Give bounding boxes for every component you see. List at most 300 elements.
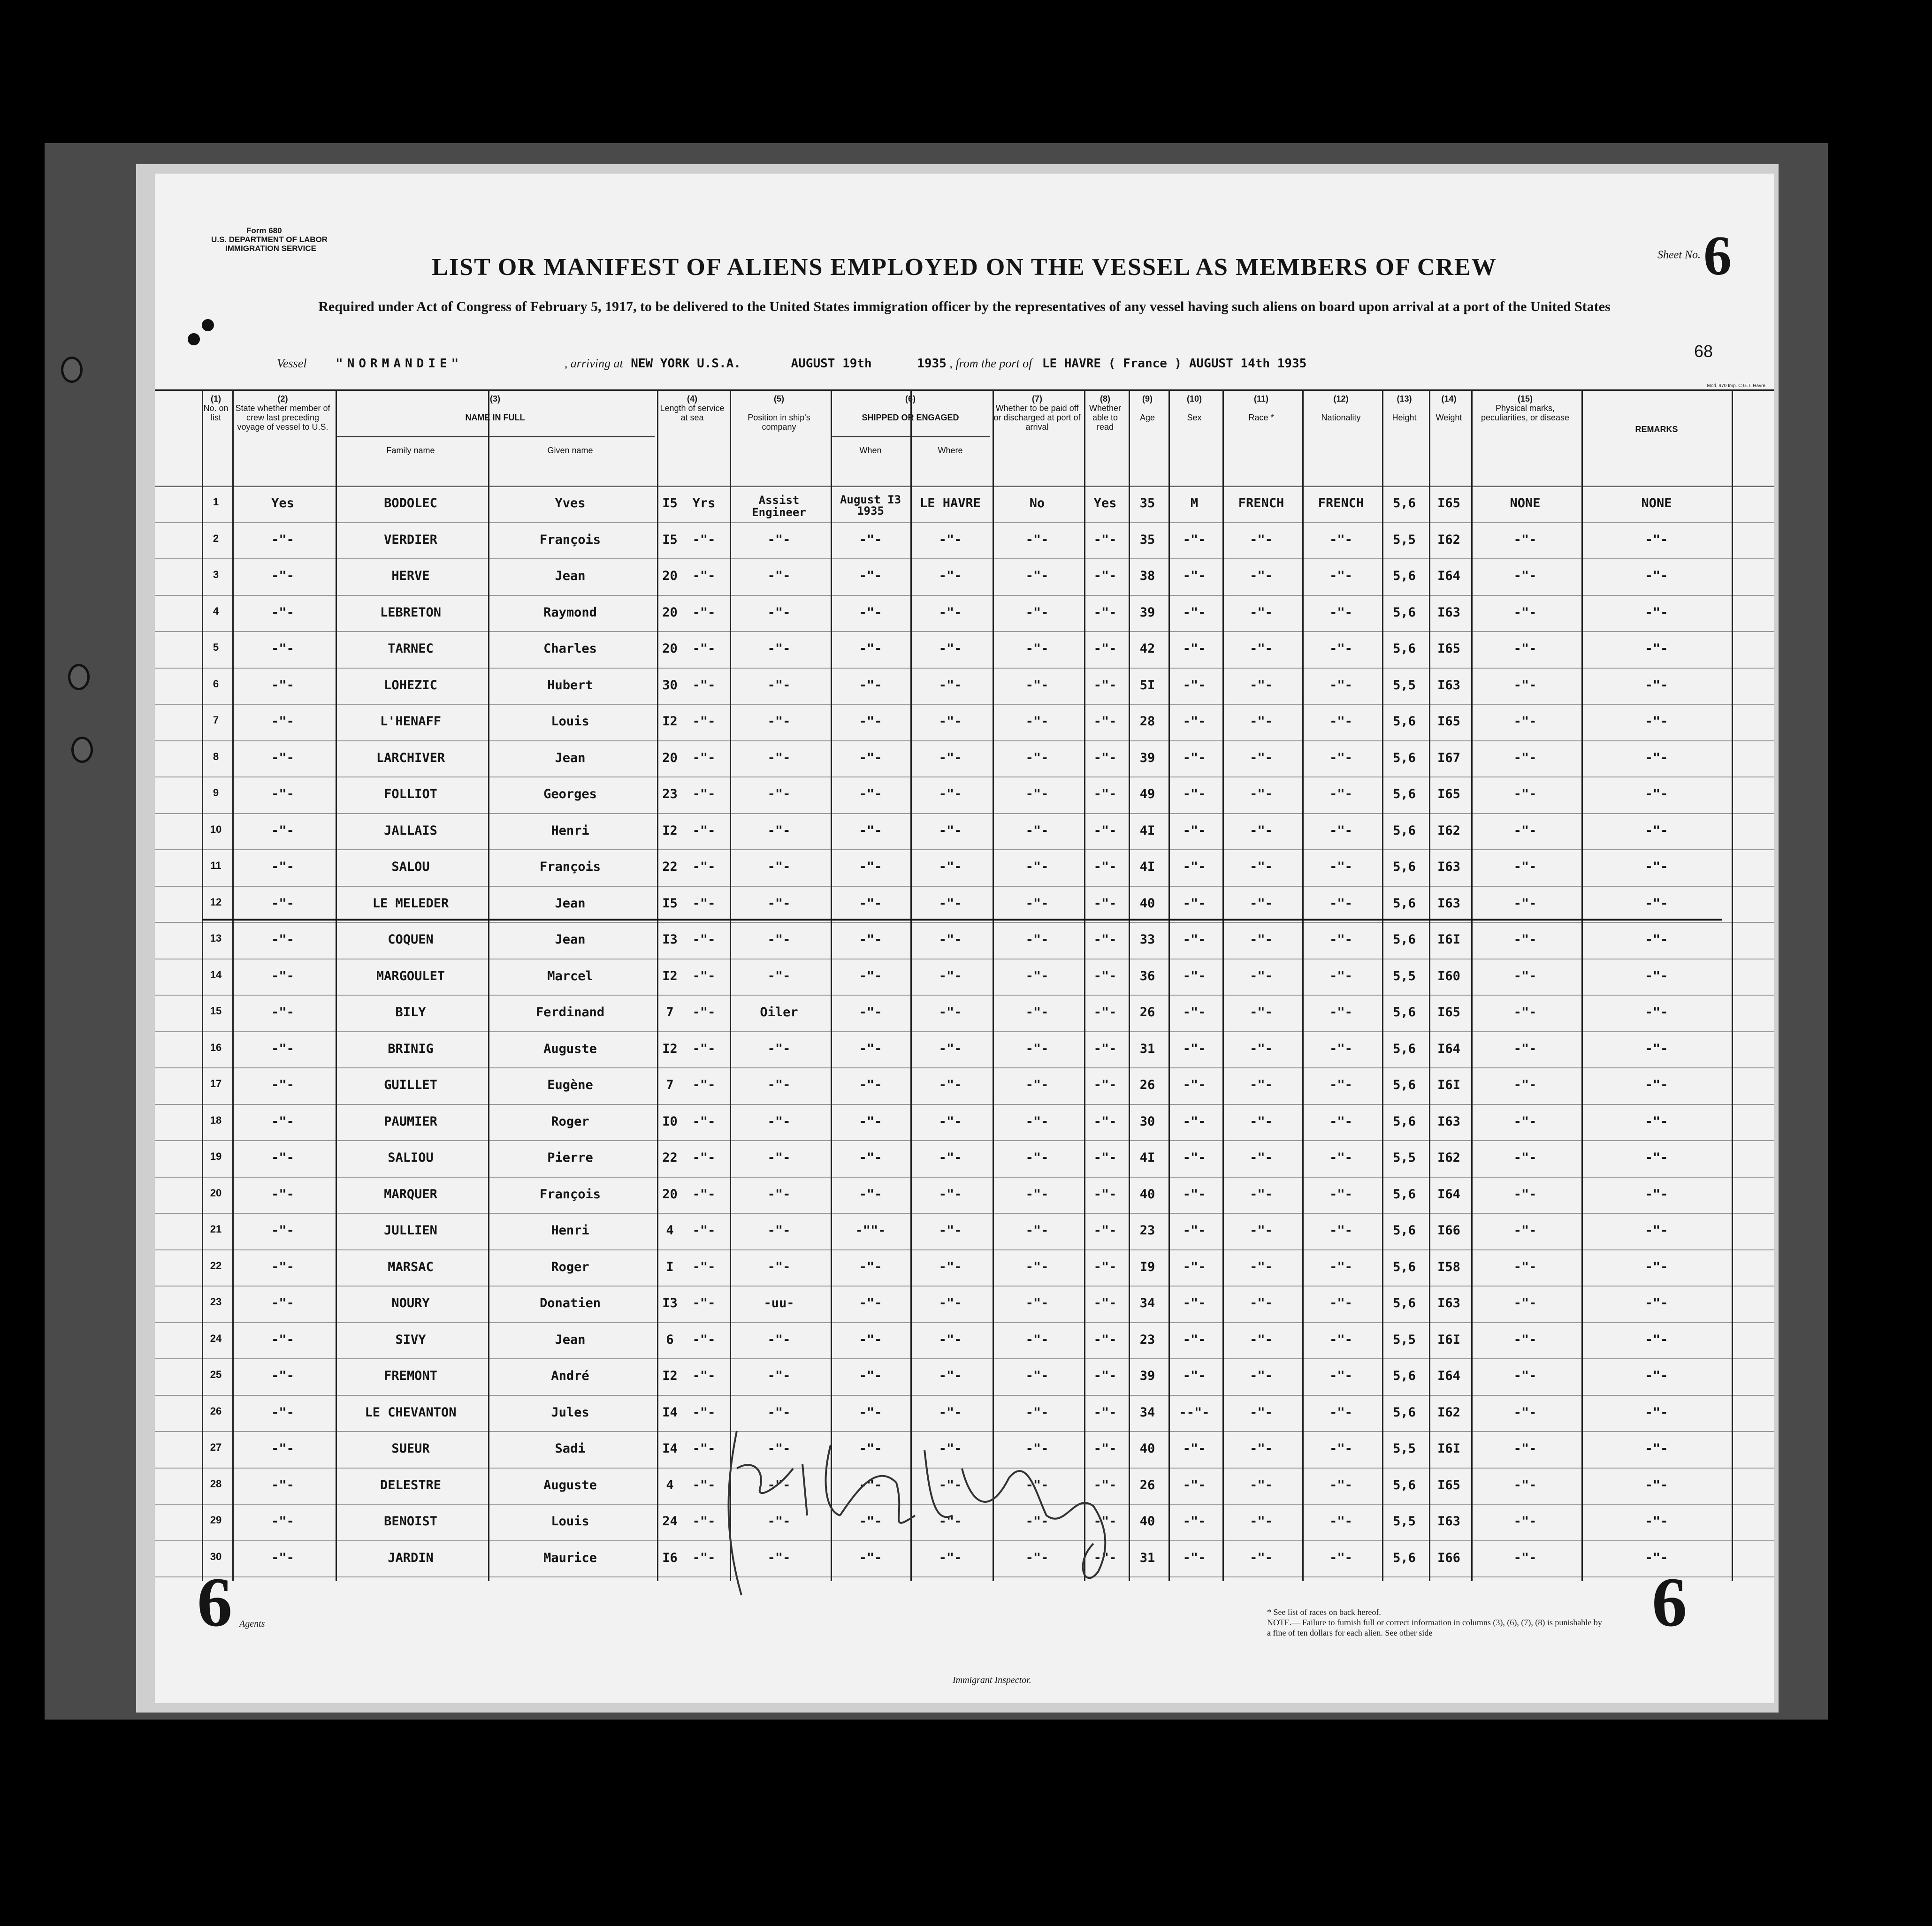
cell-weight: I63 [1437, 1514, 1460, 1529]
cell-sex: -"- [1183, 1441, 1206, 1456]
cell-marks: -"- [1513, 968, 1537, 983]
cell-height: 5,6 [1393, 1223, 1416, 1238]
cell-remarks: -"- [1645, 968, 1668, 983]
table-row [155, 1296, 1774, 1315]
cell-nationality: -"- [1329, 641, 1352, 656]
cell-position: -uu- [764, 1296, 794, 1310]
cell-position: -"- [767, 823, 791, 838]
cell-position: -"- [767, 750, 791, 765]
cell-given: Roger [551, 1114, 589, 1129]
cell-remarks: -"- [1645, 823, 1668, 838]
cell-marks: -"- [1513, 1477, 1537, 1492]
cell-family: FOLLIOT [384, 787, 437, 801]
cell-svc_unit: -"- [692, 1550, 716, 1565]
cell-nationality: -"- [1329, 1041, 1352, 1056]
table-row [155, 569, 1774, 587]
row-rule [155, 1031, 1774, 1032]
table-row [155, 1332, 1774, 1351]
cell-paid: -"- [1025, 750, 1049, 765]
cell-prev: -"- [271, 1223, 294, 1238]
cell-where: -"- [939, 1332, 962, 1347]
cell-no: 26 [210, 1405, 222, 1417]
cell-when: -"- [859, 787, 882, 801]
cell-prev: -"- [271, 1405, 294, 1420]
cell-age: 4I [1139, 860, 1155, 874]
cell-weight: I65 [1437, 641, 1460, 656]
cell-no: 5 [213, 641, 219, 653]
cell-family: VERDIER [384, 532, 437, 547]
cell-given: François [539, 1187, 601, 1202]
cell-svc_unit: -"- [692, 1405, 716, 1420]
cell-prev: -"- [271, 532, 294, 547]
cell-height: 5,6 [1393, 1005, 1416, 1020]
cell-svc_unit: -"- [692, 1259, 716, 1274]
cell-read: -"- [1093, 1477, 1117, 1492]
cell-paid: -"- [1025, 968, 1049, 983]
cell-paid: -"- [1025, 1441, 1049, 1456]
cell-marks: -"- [1513, 678, 1537, 693]
cell-race: -"- [1250, 1477, 1273, 1492]
cell-prev: Yes [271, 496, 294, 510]
cell-no: 4 [213, 605, 219, 617]
cell-when: -"- [859, 714, 882, 729]
cell-where: -"- [939, 1441, 962, 1456]
cell-nationality: -"- [1329, 823, 1352, 838]
cell-nationality: -"- [1329, 1550, 1352, 1565]
cell-service: 22 [662, 1150, 678, 1165]
cell-prev: -"- [271, 569, 294, 583]
cell-no: 29 [210, 1514, 222, 1526]
cell-paid: -"- [1025, 932, 1049, 947]
cell-when: -"- [859, 1114, 882, 1129]
cell-race: -"- [1250, 1223, 1273, 1238]
cell-prev: -"- [271, 896, 294, 911]
cell-sex: -"- [1183, 678, 1206, 693]
cell-service: I6 [662, 1550, 678, 1565]
cell-svc_unit: -"- [692, 605, 716, 620]
cell-weight: I65 [1437, 714, 1460, 729]
cell-age: 36 [1139, 968, 1155, 983]
cell-height: 5,6 [1393, 860, 1416, 874]
cell-read: -"- [1093, 1441, 1117, 1456]
cell-given: François [539, 860, 601, 874]
row-rule [155, 995, 1774, 996]
staple-hole-icon [188, 333, 200, 345]
col-name-header: (3) NAME IN FULL [465, 394, 525, 422]
cell-height: 5,6 [1393, 932, 1416, 947]
table-top-rule [155, 389, 1774, 391]
cell-service: 7 [666, 1005, 674, 1020]
cell-remarks: -"- [1645, 1223, 1668, 1238]
cell-where: -"- [939, 1405, 962, 1420]
cell-when: -"- [859, 569, 882, 583]
cell-position: -"- [767, 896, 791, 911]
footer-notes [1267, 1607, 1605, 1638]
cell-weight: I63 [1437, 605, 1460, 620]
cell-nationality: -"- [1329, 860, 1352, 874]
cell-where: -"- [939, 896, 962, 911]
cell-marks: -"- [1513, 787, 1537, 801]
cell-prev: -"- [271, 641, 294, 656]
cell-prev: -"- [271, 750, 294, 765]
cell-weight: I63 [1437, 1114, 1460, 1129]
cell-family: MARSAC [388, 1259, 434, 1274]
cell-where: -"- [939, 860, 962, 874]
cell-marks: -"- [1513, 1550, 1537, 1565]
cell-service: I4 [662, 1441, 678, 1456]
cell-sex: -"- [1183, 1005, 1206, 1020]
table-row [155, 1078, 1774, 1096]
cell-weight: I67 [1437, 750, 1460, 765]
table-row [155, 1260, 1774, 1279]
cell-where: -"- [939, 1223, 962, 1238]
cell-read: -"- [1093, 1259, 1117, 1274]
cell-paid: -"- [1025, 605, 1049, 620]
cell-marks: -"- [1513, 1114, 1537, 1129]
cell-nationality: -"- [1329, 714, 1352, 729]
cell-position: -"- [767, 678, 791, 693]
cell-remarks: -"- [1645, 932, 1668, 947]
cell-sex: -"- [1183, 714, 1206, 729]
cell-svc_unit: -"- [692, 1332, 716, 1347]
cell-marks: -"- [1513, 1369, 1537, 1383]
cell-marks: -"- [1513, 1005, 1537, 1020]
row-rule [155, 522, 1774, 523]
cell-no: 17 [210, 1078, 222, 1089]
cell-prev: -"- [271, 860, 294, 874]
cell-height: 5,6 [1393, 787, 1416, 801]
cell-service: I [666, 1259, 674, 1274]
row-rule [155, 558, 1774, 559]
cell-weight: I62 [1437, 1150, 1460, 1165]
arrival-year: 1935 [917, 357, 947, 371]
cell-marks: -"- [1513, 932, 1537, 947]
cell-where: -"- [939, 1296, 962, 1310]
cell-marks: -"- [1513, 823, 1537, 838]
cell-nationality: -"- [1329, 932, 1352, 947]
cell-height: 5,5 [1393, 1332, 1416, 1347]
cell-race: -"- [1250, 896, 1273, 911]
cell-no: 12 [210, 896, 222, 908]
cell-when: -"- [859, 1259, 882, 1274]
cell-svc_unit: -"- [692, 532, 716, 547]
cell-race: -"- [1250, 532, 1273, 547]
cell-race: -"- [1250, 968, 1273, 983]
cell-sex: -"- [1183, 1477, 1206, 1492]
row-rule [155, 1177, 1774, 1178]
cell-age: 4I [1139, 823, 1155, 838]
cell-family: L'HENAFF [380, 714, 442, 729]
cell-marks: -"- [1513, 1187, 1537, 1202]
cell-sex: -"- [1183, 532, 1206, 547]
cell-family: FREMONT [384, 1369, 437, 1383]
cell-age: 5I [1139, 678, 1155, 693]
table-row [155, 1150, 1774, 1169]
cell-where: -"- [939, 1259, 962, 1274]
cell-sex: -"- [1183, 750, 1206, 765]
cell-position: -"- [767, 1477, 791, 1492]
cell-read: -"- [1093, 1150, 1117, 1165]
cell-given: François [539, 532, 601, 547]
cell-remarks: -"- [1645, 1369, 1668, 1383]
cell-position: -"- [767, 1405, 791, 1420]
cell-weight: I65 [1437, 1005, 1460, 1020]
cell-age: 42 [1139, 641, 1155, 656]
cell-read: -"- [1093, 1550, 1117, 1565]
cell-sex: -"- [1183, 1259, 1206, 1274]
cell-service: 20 [662, 641, 678, 656]
form-number: Form 680 [246, 226, 282, 235]
cell-given: Marcel [547, 968, 593, 983]
cell-prev: -"- [271, 932, 294, 947]
cell-read: -"- [1093, 714, 1117, 729]
cell-nationality: -"- [1329, 1296, 1352, 1310]
cell-service: I0 [662, 1114, 678, 1129]
cell-when: -"- [859, 678, 882, 693]
cell-family: COQUEN [388, 932, 434, 947]
cell-race: -"- [1250, 750, 1273, 765]
cell-sex: -"- [1183, 1041, 1206, 1056]
cell-height: 5,5 [1393, 1514, 1416, 1529]
vessel-name: "NORMANDIE" [336, 357, 463, 371]
cell-height: 5,5 [1393, 532, 1416, 547]
cell-svc_unit: -"- [692, 1114, 716, 1129]
cell-position: -"- [767, 714, 791, 729]
cell-height: 5,6 [1393, 1041, 1416, 1056]
table-row [155, 605, 1774, 624]
cell-position: -"- [767, 860, 791, 874]
cell-service: 6 [666, 1332, 674, 1347]
cell-sex: -"- [1183, 1187, 1206, 1202]
cell-position: -"- [767, 932, 791, 947]
cell-age: 49 [1139, 787, 1155, 801]
cell-weight: I66 [1437, 1550, 1460, 1565]
cell-where: -"- [939, 1041, 962, 1056]
cell-marks: -"- [1513, 896, 1537, 911]
cell-marks: -"- [1513, 641, 1537, 656]
cell-position: -"- [767, 1223, 791, 1238]
cell-given: Hubert [547, 678, 593, 693]
page-number: 68 [1694, 342, 1713, 361]
cell-where: -"- [939, 787, 962, 801]
cell-sex: -"- [1183, 1114, 1206, 1129]
cell-prev: -"- [271, 605, 294, 620]
cell-when: -"- [859, 1332, 882, 1347]
cell-race: -"- [1250, 1005, 1273, 1020]
cell-height: 5,6 [1393, 1078, 1416, 1092]
cell-race: -"- [1250, 1187, 1273, 1202]
cell-paid: -"- [1025, 1150, 1049, 1165]
cell-marks: -"- [1513, 569, 1537, 583]
cell-given: Roger [551, 1259, 589, 1274]
cell-read: -"- [1093, 750, 1117, 765]
cell-nationality: -"- [1329, 532, 1352, 547]
cell-when: -"- [859, 1041, 882, 1056]
header-sub-rule [336, 436, 655, 437]
cell-read: -"- [1093, 1041, 1117, 1056]
cell-paid: -"- [1025, 896, 1049, 911]
from-label: , from the port of [949, 357, 1032, 370]
cell-given: Auguste [543, 1041, 597, 1056]
cell-sex: -"- [1183, 968, 1206, 983]
cell-sex: -"- [1183, 1223, 1206, 1238]
cell-weight: I66 [1437, 1223, 1460, 1238]
cell-prev: -"- [271, 787, 294, 801]
cell-when: -"- [859, 932, 882, 947]
cell-given: Jules [551, 1405, 589, 1420]
cell-paid: -"- [1025, 1369, 1049, 1383]
cell-no: 8 [213, 750, 219, 762]
cell-family: JARDIN [388, 1550, 434, 1565]
cell-race: -"- [1250, 1514, 1273, 1529]
cell-race: FRENCH [1238, 496, 1284, 510]
cell-race: -"- [1250, 823, 1273, 838]
cell-nationality: -"- [1329, 1514, 1352, 1529]
cell-prev: -"- [271, 968, 294, 983]
row-rule [155, 668, 1774, 669]
cell-family: LOHEZIC [384, 678, 437, 693]
cell-svc_unit: -"- [692, 860, 716, 874]
cell-paid: -"- [1025, 823, 1049, 838]
cell-sex: --"- [1179, 1405, 1210, 1420]
cell-svc_unit: -"- [692, 1514, 716, 1529]
cell-remarks: -"- [1645, 1114, 1668, 1129]
cell-race: -"- [1250, 1041, 1273, 1056]
cell-prev: -"- [271, 1259, 294, 1274]
cell-sex: -"- [1183, 1332, 1206, 1347]
cell-weight: I63 [1437, 678, 1460, 693]
cell-weight: I64 [1437, 569, 1460, 583]
cell-position: -"- [767, 968, 791, 983]
cell-prev: -"- [271, 1550, 294, 1565]
cell-marks: -"- [1513, 1441, 1537, 1456]
cell-prev: -"- [271, 823, 294, 838]
cell-race: -"- [1250, 714, 1273, 729]
cell-sex: -"- [1183, 1296, 1206, 1310]
cell-age: 4I [1139, 1150, 1155, 1165]
cell-remarks: -"- [1645, 1477, 1668, 1492]
cell-service: I4 [662, 1405, 678, 1420]
cell-paid: -"- [1025, 569, 1049, 583]
cell-nationality: -"- [1329, 1005, 1352, 1020]
cell-family: SUEUR [391, 1441, 430, 1456]
inspector-signature [709, 1375, 1178, 1619]
cell-family: BILY [395, 1005, 426, 1020]
cell-nationality: -"- [1329, 1332, 1352, 1347]
cell-sex: M [1190, 496, 1199, 510]
shipped-where-header: Where [938, 446, 963, 455]
cell-height: 5,6 [1393, 1296, 1416, 1310]
cell-no: 27 [210, 1441, 222, 1453]
cell-weight: I60 [1437, 968, 1460, 983]
cell-remarks: -"- [1645, 787, 1668, 801]
col-no-header: (1) No. on list [203, 394, 229, 422]
strike-line [202, 919, 1722, 921]
cell-position: -"- [767, 1259, 791, 1274]
family-name-header: Family name [386, 446, 435, 455]
row-rule [155, 1358, 1774, 1359]
col-paid-header: (7) Whether to be paid off or discharged at port of arrival [993, 394, 1081, 432]
cell-given: Louis [551, 714, 589, 729]
cell-age: 23 [1139, 1223, 1155, 1238]
cell-age: I9 [1139, 1259, 1155, 1274]
cell-position: -"- [767, 1078, 791, 1092]
inspector-label: Immigrant Inspector. [953, 1675, 1031, 1685]
cell-read: -"- [1093, 1187, 1117, 1202]
cell-remarks: -"- [1645, 1550, 1668, 1565]
cell-paid: -"- [1025, 532, 1049, 547]
cell-no: 23 [210, 1296, 222, 1308]
cell-position: -"- [767, 1369, 791, 1383]
cell-age: 26 [1139, 1078, 1155, 1092]
cell-remarks: -"- [1645, 1441, 1668, 1456]
cell-sex: -"- [1183, 641, 1206, 656]
cell-read: -"- [1093, 860, 1117, 874]
cell-age: 40 [1139, 1514, 1155, 1529]
cell-svc_unit: -"- [692, 1223, 716, 1238]
cell-position: -"- [767, 1187, 791, 1202]
cell-remarks: -"- [1645, 641, 1668, 656]
cell-position: Assist Engineer [752, 494, 806, 519]
col-shipped-header: (6) SHIPPED OR ENGAGED [862, 394, 959, 422]
cell-family: LE CHEVANTON [365, 1405, 457, 1420]
cell-race: -"- [1250, 569, 1273, 583]
cell-service: 22 [662, 860, 678, 874]
cell-given: Henri [551, 1223, 589, 1238]
table-row [155, 860, 1774, 878]
table-row [155, 969, 1774, 988]
cell-weight: I63 [1437, 860, 1460, 874]
cell-sex: -"- [1183, 787, 1206, 801]
cell-paid: -"- [1025, 1223, 1049, 1238]
table-row [155, 678, 1774, 697]
cell-given: Ferdinand [535, 1005, 605, 1020]
cell-given: Jean [555, 750, 586, 765]
cell-where: -"- [939, 1369, 962, 1383]
cell-svc_unit: -"- [692, 678, 716, 693]
cell-read: -"- [1093, 1369, 1117, 1383]
cell-age: 40 [1139, 1187, 1155, 1202]
cell-sex: -"- [1183, 1550, 1206, 1565]
cell-family: LE MELEDER [372, 896, 449, 911]
table-row [155, 1005, 1774, 1024]
cell-family: SALIOU [388, 1150, 434, 1165]
cell-where: -"- [939, 641, 962, 656]
cell-weight: I62 [1437, 532, 1460, 547]
cell-when: -"- [859, 1296, 882, 1310]
col-remarks-header: REMARKS [1635, 425, 1678, 434]
cell-family: BODOLEC [384, 496, 437, 510]
cell-nationality: -"- [1329, 1187, 1352, 1202]
cell-where: -"- [939, 532, 962, 547]
row-rule [155, 486, 1774, 487]
cell-service: 20 [662, 569, 678, 583]
table-row [155, 896, 1774, 915]
binder-hole-icon [68, 664, 90, 690]
form-header-block [211, 226, 328, 253]
cell-height: 5,6 [1393, 1405, 1416, 1420]
cell-paid: -"- [1025, 1514, 1049, 1529]
cell-nationality: -"- [1329, 1441, 1352, 1456]
cell-read: -"- [1093, 1332, 1117, 1347]
cell-where: -"- [939, 968, 962, 983]
agents-label: Agents [239, 1619, 265, 1629]
manifest-sheet [155, 174, 1774, 1703]
cell-no: 14 [210, 968, 222, 981]
col-sex-header: (10) Sex [1186, 394, 1202, 422]
cell-nationality: -"- [1329, 968, 1352, 983]
cell-height: 5,6 [1393, 714, 1416, 729]
